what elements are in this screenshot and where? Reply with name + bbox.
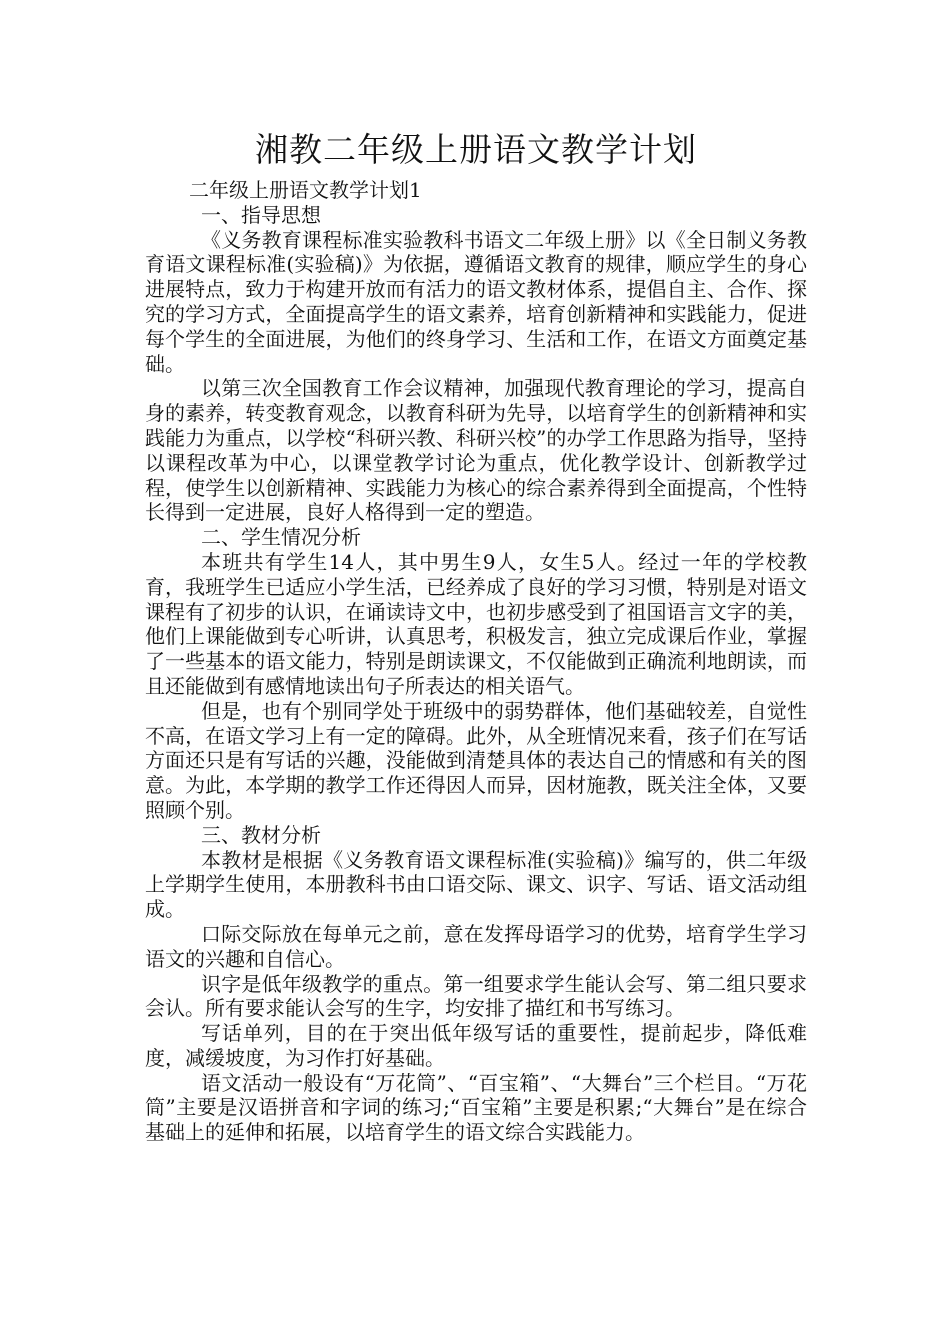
- paragraph: 《义务教育课程标准实验教科书语文二年级上册》以《全日制义务教育语文课程标准(实验稿)》为依据，遵循语文教育的规律，顺应学生的身心进展特点，致力于构建开放而有活力的语文教材体系，提倡自主、合作、探究的学习方式，全面提高学生的语文素养，培育创新精神和实践能力，促进每个学生的全面进展，为他们的终身学习、生活和工作，在语文方面奠定基础。: [145, 227, 807, 376]
- document-title: 湘教二年级上册语文教学计划: [255, 130, 697, 169]
- paragraph: 本教材是根据《义务教育语文课程标准(实验稿)》编写的，供二年级上学期学生使用，本册教科书由口语交际、课文、识字、写话、语文活动组成。: [145, 847, 807, 922]
- paragraph: 口际交际放在每单元之前，意在发挥母语学习的优势，培育学生学习语文的兴趣和自信心。: [145, 921, 807, 971]
- paragraph: 写话单列，目的在于突出低年级写话的重要性，提前起步，降低难度，减缓坡度，为习作打好基础。: [145, 1021, 807, 1070]
- section-textbook-analysis: [145, 823, 807, 1145]
- paragraph: 但是，也有个别同学处于班级中的弱势群体，他们基础较差，自觉性不高，在语文学习上有一定的障碍。此外，从全班情况来看，孩子们在写话方面还只是有写话的兴趣，没能做到清楚具体的表达自己的情感和有关的图意。为此，本学期的教学工作还得因人而异，因材施教，既关注全体，又要照顾个别。: [145, 698, 807, 822]
- section-guiding-thought: [145, 203, 807, 525]
- section-heading: 三、教材分析: [201, 822, 321, 847]
- paragraph: 语文活动一般设有“万花筒”、“百宝箱”、“大舞台”三个栏目。“万花筒”主要是汉语拼音和字词的练习;“百宝箱”主要是积累;“大舞台”是在综合基础上的延伸和拓展，以培育学生的语文综合实践能力。: [145, 1070, 807, 1145]
- section-heading: 二、学生情况分析: [201, 525, 361, 550]
- document-page: [145, 128, 807, 1145]
- section-student-analysis: [145, 525, 807, 823]
- section-heading: 一、指导思想: [201, 202, 321, 227]
- paragraph: 本班共有学生14人，其中男生9人，女生5人。经过一年的学校教育，我班学生已适应小学生活，已经养成了良好的学习习惯，特别是对语文课程有了初步的认识，在诵读诗文中，也初步感受到了祖国语言文字的美，他们上课能做到专心听讲，认真思考，积极发言，独立完成课后作业，掌握了一些基本的语文能力，特别是朗读课文，不仅能做到正确流利地朗读，而且还能做到有感情地读出句子所表达的相关语气。: [145, 549, 807, 698]
- paragraph: 以第三次全国教育工作会议精神，加强现代教育理论的学习，提高自身的素养，转变教育观念，以教育科研为先导，以培育学生的创新精神和实践能力为重点，以学校“科研兴教、科研兴校”的办学工作思路为指导，坚持以课程改革为中心，以课堂教学讨论为重点，优化教学设计、创新教学过程，使学生以创新精神、实践能力为核心的综合素养得到全面提高，个性特长得到一定进展，良好人格得到一定的塑造。: [145, 376, 807, 525]
- document-subtitle: 二年级上册语文教学计划1: [189, 178, 422, 202]
- paragraph: 识字是低年级教学的重点。第一组要求学生能认会写、第二组只要求会认。所有要求能认会写的生字，均安排了描红和书写练习。: [145, 971, 807, 1021]
